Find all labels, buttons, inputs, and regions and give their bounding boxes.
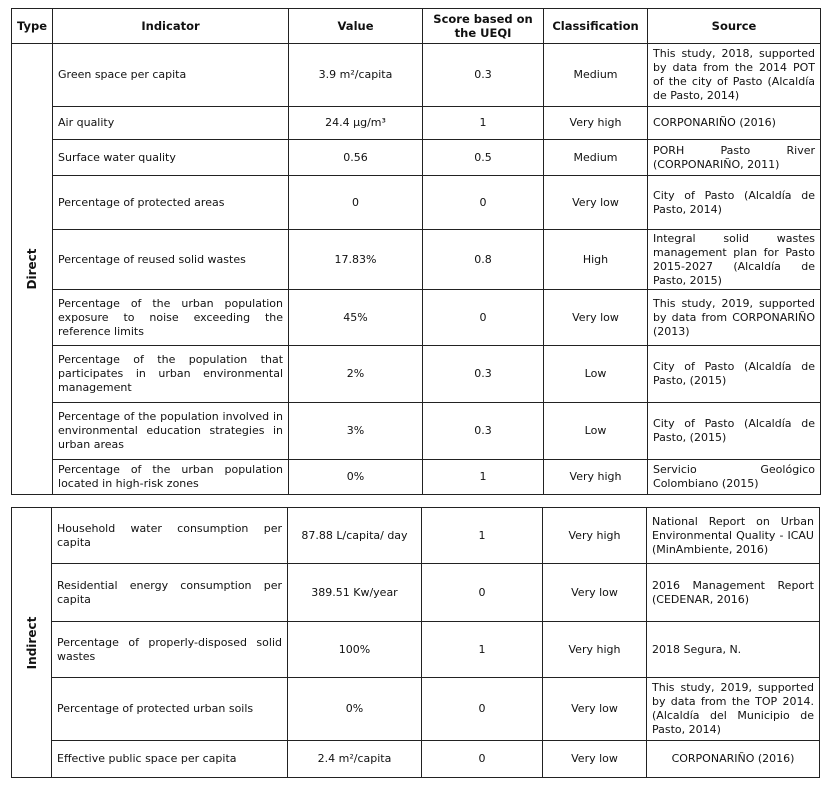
classification-cell: Low	[544, 346, 648, 403]
source-cell: Servicio Geológico Colombiano (2015)	[648, 460, 821, 495]
source-cell: City of Pasto (Alcaldía de Pasto, (2015)	[648, 346, 821, 403]
score-cell: 1	[423, 460, 544, 495]
indicator-cell: Air quality	[53, 107, 289, 140]
header-value: Value	[289, 9, 423, 44]
score-cell: 0.3	[423, 44, 544, 107]
indicator-cell: Percentage of the urban population exposure to noise exceeding the reference limits	[53, 290, 289, 346]
score-cell: 0	[422, 741, 543, 778]
table-row	[12, 460, 821, 495]
source-cell: CORPONARIÑO (2016)	[647, 741, 820, 778]
source-cell: Integral solid wastes management plan for Pasto 2015-2027 (Alcaldía de Pasto, 2015)	[648, 230, 821, 290]
table-row	[12, 230, 821, 290]
classification-cell: Very low	[543, 564, 647, 622]
indicator-cell: Percentage of properly-disposed solid wastes	[52, 622, 288, 678]
value-cell: 24.4 μg/m³	[289, 107, 423, 140]
source-cell: PORH Pasto River (CORPONARIÑO, 2011)	[648, 140, 821, 176]
source-cell: CORPONARIÑO (2016)	[648, 107, 821, 140]
source-cell: This study, 2018, supported by data from the 2014 POT of the city of Pasto (Alcaldía de Pasto, 2014)	[648, 44, 821, 107]
classification-cell: Medium	[544, 44, 648, 107]
table-row	[12, 107, 821, 140]
indicator-cell: Household water consumption per capita	[52, 508, 288, 564]
value-cell: 0	[289, 176, 423, 230]
value-cell: 87.88 L/capita/ day	[288, 508, 422, 564]
value-cell: 0%	[289, 460, 423, 495]
table-row	[12, 346, 821, 403]
value-cell: 0.56	[289, 140, 423, 176]
table-row	[12, 140, 821, 176]
header-indicator: Indicator	[53, 9, 289, 44]
value-cell: 3%	[289, 403, 423, 460]
table-row	[12, 44, 821, 107]
classification-cell: Very low	[543, 678, 647, 741]
type-cell-indirect	[12, 508, 52, 778]
score-cell: 0.8	[423, 230, 544, 290]
score-cell: 0.3	[423, 346, 544, 403]
indicator-cell: Percentage of the population that participates in urban environmental management	[53, 346, 289, 403]
direct-indicators-table	[11, 8, 821, 495]
value-cell: 3.9 m²/capita	[289, 44, 423, 107]
indirect-indicators-table	[11, 507, 820, 778]
indicator-cell: Surface water quality	[53, 140, 289, 176]
classification-cell: Very low	[543, 741, 647, 778]
source-cell: 2016 Management Report (CEDENAR, 2016)	[647, 564, 820, 622]
classification-cell: Low	[544, 403, 648, 460]
score-cell: 0.5	[423, 140, 544, 176]
value-cell: 45%	[289, 290, 423, 346]
indicator-cell: Percentage of the population involved in environmental education strategies in urban areas	[53, 403, 289, 460]
classification-cell: Very low	[544, 290, 648, 346]
type-label-indirect: Indirect	[24, 616, 39, 669]
score-cell: 0	[423, 176, 544, 230]
value-cell: 2.4 m²/capita	[288, 741, 422, 778]
score-cell: 0	[422, 564, 543, 622]
table-row	[12, 741, 820, 778]
table-row	[12, 564, 820, 622]
header-type: Type	[12, 9, 53, 44]
score-cell: 1	[422, 622, 543, 678]
value-cell: 2%	[289, 346, 423, 403]
type-label-direct: Direct	[25, 248, 39, 290]
classification-cell: Very high	[544, 460, 648, 495]
score-cell: 0.3	[423, 403, 544, 460]
indicator-cell: Percentage of the urban population located in high-risk zones	[53, 460, 289, 495]
source-cell: National Report on Urban Environmental Quality - ICAU (MinAmbiente, 2016)	[647, 508, 820, 564]
indicator-cell: Residential energy consumption per capita	[52, 564, 288, 622]
indicator-cell: Percentage of protected areas	[53, 176, 289, 230]
type-cell-direct	[12, 44, 53, 495]
source-cell: City of Pasto (Alcaldía de Pasto, (2015)	[648, 403, 821, 460]
table-row	[12, 176, 821, 230]
classification-cell: Very high	[544, 107, 648, 140]
table-row	[12, 622, 820, 678]
source-cell: City of Pasto (Alcaldía de Pasto, 2014)	[648, 176, 821, 230]
score-cell: 0	[423, 290, 544, 346]
indicator-cell: Green space per capita	[53, 44, 289, 107]
score-cell: 1	[423, 107, 544, 140]
score-cell: 1	[422, 508, 543, 564]
table-row	[12, 290, 821, 346]
classification-cell: Very low	[544, 176, 648, 230]
table-row	[12, 678, 820, 741]
score-cell: 0	[422, 678, 543, 741]
classification-cell: Very high	[543, 622, 647, 678]
table-row	[12, 508, 820, 564]
header-classification: Classification	[544, 9, 648, 44]
value-cell: 17.83%	[289, 230, 423, 290]
classification-cell: Very high	[543, 508, 647, 564]
source-cell: This study, 2019, supported by data from the TOP 2014. (Alcaldía del Municipio de Pasto, 2014)	[647, 678, 820, 741]
indicator-cell: Percentage of reused solid wastes	[53, 230, 289, 290]
header-source: Source	[648, 9, 821, 44]
value-cell: 0%	[288, 678, 422, 741]
value-cell: 389.51 Kw/year	[288, 564, 422, 622]
source-cell: This study, 2019, supported by data from CORPONARIÑO (2013)	[648, 290, 821, 346]
header-score: Score based on the UEQI	[423, 9, 544, 44]
indicator-cell: Effective public space per capita	[52, 741, 288, 778]
value-cell: 100%	[288, 622, 422, 678]
classification-cell: Medium	[544, 140, 648, 176]
header-row	[12, 9, 821, 44]
source-cell: 2018 Segura, N.	[647, 622, 820, 678]
indicator-cell: Percentage of protected urban soils	[52, 678, 288, 741]
table-row	[12, 403, 821, 460]
classification-cell: High	[544, 230, 648, 290]
